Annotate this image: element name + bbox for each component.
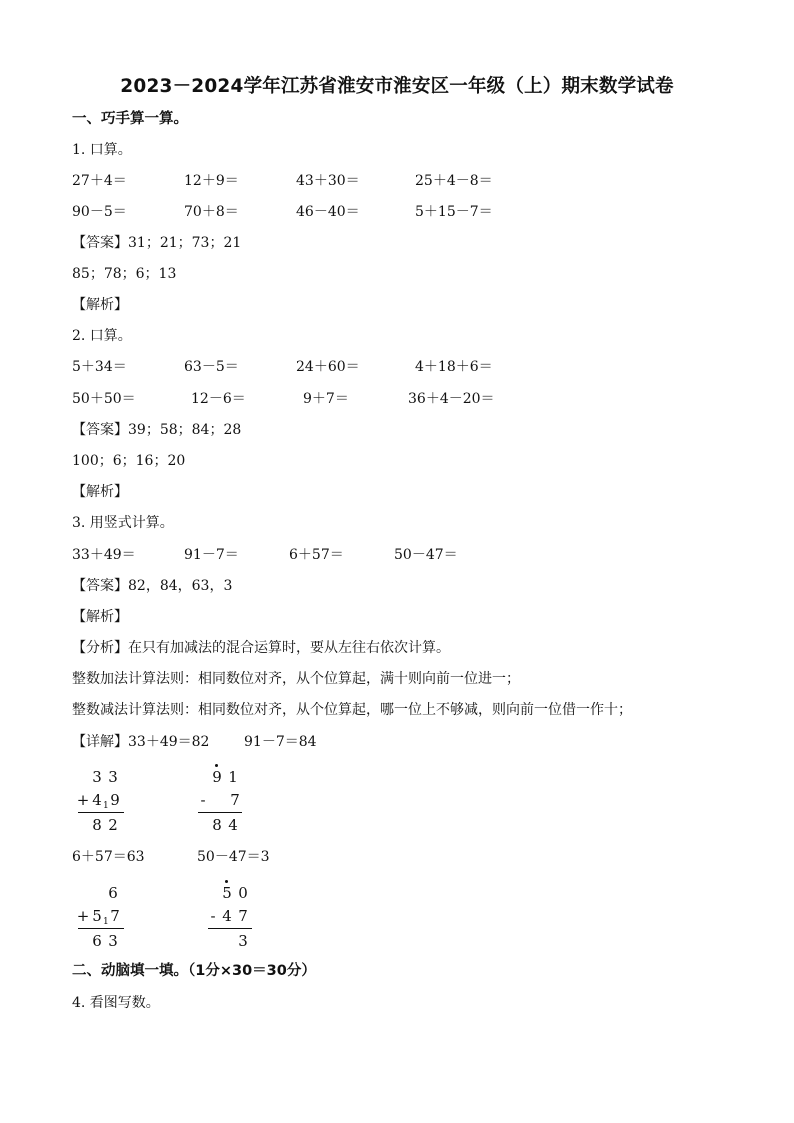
page-title: 2023－2024学年江苏省淮安市淮安区一年级（上）期末数学试卷 xyxy=(120,76,674,97)
q3-item: 50－47＝ xyxy=(394,547,458,563)
q3-rule-add: 整数加法计算法则：相同数位对齐，从个位算起，满十则向前一位进一； xyxy=(72,671,520,687)
vertical-calc-6-plus-57 xyxy=(76,884,136,954)
q3-detail: 【详解】33＋49＝82 xyxy=(72,734,210,750)
q2-item: 50＋50＝ xyxy=(72,391,136,407)
q2-answer-line2: 100；6；16；20 xyxy=(72,453,186,469)
q2-item: 63－5＝ xyxy=(184,359,239,375)
digit: 7 xyxy=(230,791,240,809)
digit: 6 xyxy=(108,884,118,902)
digit: 8 xyxy=(212,816,222,834)
vertical-calc-91-minus-7 xyxy=(196,768,256,838)
operator: + xyxy=(76,907,90,925)
operator: - xyxy=(200,791,206,809)
q1-item: 27＋4＝ xyxy=(72,173,127,189)
q2-label: 2. 口算。 xyxy=(72,328,132,344)
borrow-dot xyxy=(225,880,228,883)
digit: 0 xyxy=(238,884,248,902)
digit: 3 xyxy=(108,768,118,786)
q2-analysis: 【解析】 xyxy=(72,484,128,500)
q3-eq3: 6＋57＝63 xyxy=(72,849,145,865)
digit: 6 xyxy=(92,932,102,950)
q2-item: 5＋34＝ xyxy=(72,359,127,375)
sum-line xyxy=(78,928,124,929)
digit: 4 xyxy=(228,816,238,834)
q1-answer: 【答案】31；21；73；21 xyxy=(72,235,242,251)
digit: 5 xyxy=(92,907,102,925)
vertical-calc-50-minus-47 xyxy=(206,884,266,954)
q2-item: 9＋7＝ xyxy=(303,391,349,407)
q2-item: 12－6＝ xyxy=(191,391,246,407)
digit: 2 xyxy=(108,816,118,834)
q1-item: 70＋8＝ xyxy=(184,204,239,220)
q3-rule-sub: 整数减法计算法则：相同数位对齐，从个位算起，哪一位上不够减，则向前一位借一作十； xyxy=(72,702,632,718)
digit: 7 xyxy=(110,907,120,925)
q3-analysis: 【解析】 xyxy=(72,609,128,625)
digit: 3 xyxy=(238,932,248,950)
q1-item: 25＋4－8＝ xyxy=(415,173,493,189)
carry-mark: 1 xyxy=(103,917,109,927)
digit: 3 xyxy=(108,932,118,950)
section-2-heading: 二、动脑填一填。（1分×30＝30分） xyxy=(72,963,316,979)
vertical-calc-33-plus-49 xyxy=(76,768,136,838)
digit: 9 xyxy=(212,768,222,786)
q1-item: 43＋30＝ xyxy=(296,173,360,189)
q2-item: 36＋4－20＝ xyxy=(408,391,495,407)
q1-item: 90－5＝ xyxy=(72,204,127,220)
digit: 1 xyxy=(228,768,238,786)
difference-line xyxy=(208,928,252,929)
q3-answer: 【答案】82，84，63，3 xyxy=(72,578,233,594)
q3-detail-eq2: 91－7＝84 xyxy=(244,734,317,750)
q1-answer-line2: 85；78；6；13 xyxy=(72,266,177,282)
digit: 9 xyxy=(110,791,120,809)
q1-item: 5＋15－7＝ xyxy=(415,204,493,220)
q1-item: 46－40＝ xyxy=(296,204,360,220)
digit: 4 xyxy=(222,907,232,925)
digit: 5 xyxy=(222,884,232,902)
carry-mark: 1 xyxy=(103,801,109,811)
q4-label: 4. 看图写数。 xyxy=(72,995,160,1011)
q3-item: 6＋57＝ xyxy=(289,547,344,563)
digit: 7 xyxy=(238,907,248,925)
q2-answer: 【答案】39；58；84；28 xyxy=(72,422,242,438)
q3-item: 91－7＝ xyxy=(184,547,239,563)
q1-analysis: 【解析】 xyxy=(72,297,128,313)
q3-fenxi: 【分析】在只有加减法的混合运算时，要从左往右依次计算。 xyxy=(72,640,450,656)
operator: + xyxy=(76,791,90,809)
digit: 8 xyxy=(92,816,102,834)
digit: 4 xyxy=(92,791,102,809)
difference-line xyxy=(198,812,242,813)
q2-item: 24＋60＝ xyxy=(296,359,360,375)
borrow-dot xyxy=(215,764,218,767)
q1-label: 1. 口算。 xyxy=(72,142,132,158)
q3-eq4: 50－47＝3 xyxy=(197,849,270,865)
q3-label: 3. 用竖式计算。 xyxy=(72,515,174,531)
q2-item: 4＋18＋6＝ xyxy=(415,359,493,375)
q3-item: 33＋49＝ xyxy=(72,547,136,563)
sum-line xyxy=(78,812,124,813)
section-1-heading: 一、巧手算一算。 xyxy=(72,111,188,127)
operator: - xyxy=(210,907,216,925)
q1-item: 12＋9＝ xyxy=(184,173,239,189)
digit: 3 xyxy=(92,768,102,786)
